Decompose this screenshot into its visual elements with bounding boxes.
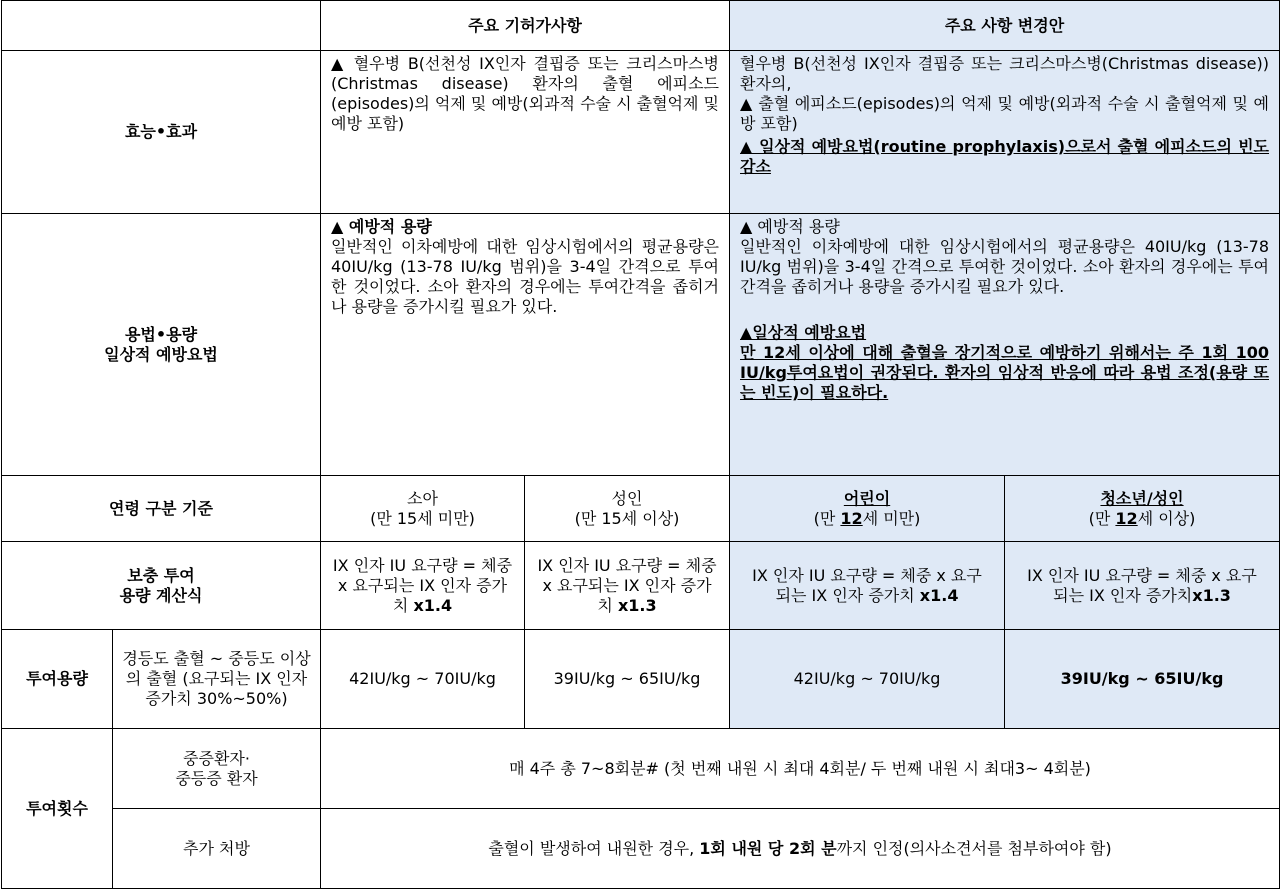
age-current-child-range: (만 15세 미만) [370,508,475,528]
dosage-routine-title: ▲일상적 예방요법 [740,323,867,342]
calc-c2-factor: x1.3 [617,595,657,615]
calc-c2-text: IX 인자 IU 요구량 = 체중 x 요구되는 IX 인자 증가치 [537,555,717,615]
age-new-child [730,476,1005,542]
age-new-adult-num: 12 [1115,508,1138,528]
dosage-current-title: ▲ 예방적 용량 [331,217,432,236]
age-label: 연령 구분 기준 [2,476,321,542]
age-row [2,476,1280,542]
calc-new-child [730,542,1005,630]
age-current-child-name: 소아 [407,488,438,508]
age-new-adult [1005,476,1280,542]
age-new-adult-name: 청소년/성인 [1100,488,1184,508]
dose-v2: 39IU/kg ~ 65IU/kg [525,630,730,729]
age-current-child [321,476,525,542]
dosage-label [2,214,321,476]
freq-sub2: 추가 처방 [113,809,321,889]
dosage-proposed-title: ▲ 예방적 용량 [740,217,840,236]
age-current-adult-range: (만 15세 이상) [574,508,680,528]
calc-label-1: 보충 투여 [127,565,195,585]
calc-label [2,542,321,630]
freq-sub1-a: 중증환자· [183,748,250,768]
dosage-row [2,214,1280,476]
freq-val2 [321,809,1280,889]
dosage-proposed-body: 일반적인 이차예방에 대한 임상시험에서의 평균용량은 40IU/kg (13-78 IU/kg 범위)을 3-4일 간격으로 투여한 것이었다. 소아 환자의 경우에는 투여간격을 좁히거나 용량을 증가시킬 필요가 있다. [740,237,1270,296]
header-proposed: 주요 사항 변경안 [730,1,1280,51]
freq-val1: 매 4주 총 7~8회분# (첫 번째 내원 시 최대 4회분/ 두 번째 내원 시 최대3~ 4회분) [321,729,1280,809]
calc-label-2: 용량 계산식 [119,585,203,605]
age-new-adult-post: 세 이상) [1137,508,1196,528]
age-new-child-name: 어린이 [843,488,891,508]
header-row [2,1,1280,51]
age-new-child-post: 세 미만) [862,508,921,528]
efficacy-proposed-1: 혈우병 B(선천성 IX인자 결핍증 또는 크리스마스병(Christmas disease)) 환자의, [740,54,1270,93]
dosage-proposed [730,214,1280,476]
dosage-current-body: 일반적인 이차예방에 대한 임상시험에서의 평균용량은 40IU/kg (13-78 IU/kg 범위)을 3-4일 간격으로 투여한 것이었다. 소아 환자의 경우에는 투여간격을 좁히거나 용량을 증가시킬 필요가 있다. [331,237,720,316]
efficacy-current [321,51,730,214]
calc-row [2,542,1280,630]
dose-label: 투여용량 [2,630,113,729]
age-current-adult-name: 성인 [611,488,643,508]
dosage-label-2: 일상적 예방요법 [104,344,218,364]
efficacy-proposed-2: ▲ 출혈 에피소드(episodes)의 억제 및 예방(외과적 수술 시 출혈억제 및 예방 포함) [740,94,1270,133]
efficacy-current-text: ▲ 혈우병 B(선천성 IX인자 결핍증 또는 크리스마스병(Christmas disease) 환자의 출혈 에피소드(episodes)의 억제 및 예방(외과적 수술 시 출혈억제 및 예방 포함) [331,54,720,133]
calc-current-child [321,542,525,630]
age-new-adult-pre: (만 [1088,508,1116,528]
dose-row [2,630,1280,729]
age-new-adult-range [1015,509,1269,529]
freq-val2-bold: 1회 내원 당 2회 분 [699,838,837,858]
dosage-current [321,214,730,476]
calc-new-adult [1005,542,1280,630]
calc-c3-factor: x1.4 [919,585,959,605]
calc-c4-factor: x1.3 [1192,585,1231,605]
calc-c1-text: IX 인자 IU 요구량 = 체중 x 요구되는 IX 인자 증가치 [332,555,513,615]
calc-c4-text: IX 인자 IU 요구량 = 체중 x 요구되는 IX 인자 증가치 [1027,565,1257,605]
dosage-routine-body: 만 12세 이상에 대해 출혈을 장기적으로 예방하기 위해서는 주 1회 100 IU/kg투여요법이 권장된다. 환자의 임상적 반응에 따라 용법 조정(용량 또는 빈도)이 필요하다. [740,343,1270,402]
header-current: 주요 기허가사항 [321,1,730,51]
header-blank [2,1,321,51]
dose-v4: 39IU/kg ~ 65IU/kg [1005,630,1280,729]
comparison-table [1,0,1280,889]
freq-sub1-b: 중등증 환자 [175,768,258,788]
dosage-label-1: 용법•용량 [124,324,198,344]
calc-c3-text: IX 인자 IU 요구량 = 체중 x 요구되는 IX 인자 증가치 [752,565,982,605]
freq-val2-pre: 출혈이 발생하여 내원한 경우, [488,838,700,858]
freq-row-1 [2,729,1280,809]
freq-val2-post: 까지 인정(의사소견서를 첨부하여야 함) [836,838,1112,858]
dose-v1: 42IU/kg ~ 70IU/kg [321,630,525,729]
efficacy-label: 효능•효과 [2,51,321,214]
calc-current-adult [525,542,730,630]
age-new-child-num: 12 [840,508,863,528]
dose-v3: 42IU/kg ~ 70IU/kg [730,630,1005,729]
age-new-child-pre: (만 [813,508,841,528]
freq-sub1 [113,729,321,809]
efficacy-proposed-3: ▲ 일상적 예방요법(routine prophylaxis)으로서 출혈 에피소드의 빈도 감소 [740,137,1270,176]
efficacy-row [2,51,1280,214]
age-current-adult [525,476,730,542]
freq-row-2 [2,809,1280,889]
age-new-child-range [740,509,994,529]
freq-label: 투여횟수 [2,729,113,889]
dose-sub: 경등도 출혈 ~ 중등도 이상의 출혈 (요구되는 IX 인자 증가치 30%~50%) [113,630,321,729]
calc-c1-factor: x1.4 [413,595,453,615]
efficacy-proposed [730,51,1280,214]
